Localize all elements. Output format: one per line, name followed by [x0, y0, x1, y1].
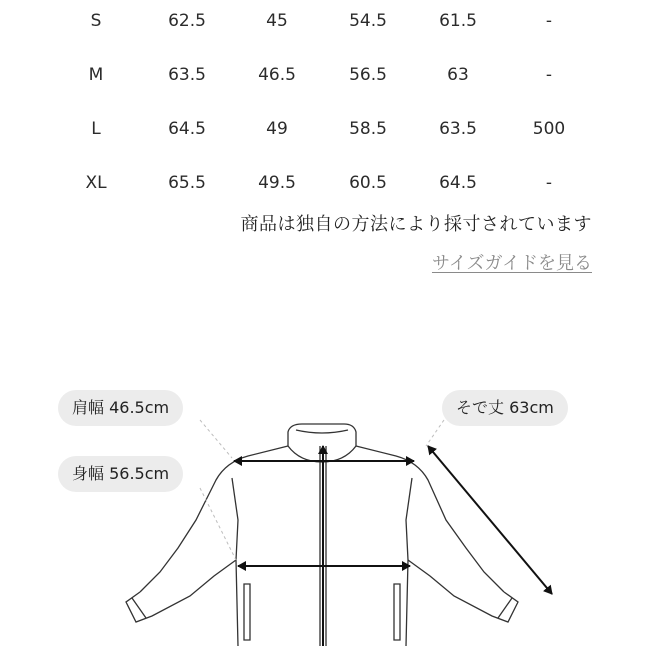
measurement-note: 商品は独自の方法により採寸されています	[240, 214, 592, 235]
table-cell: 49.5	[258, 173, 296, 193]
shoulder-width-label: 肩幅 46.5cm	[58, 390, 183, 426]
size-cell: S	[90, 11, 102, 31]
sleeve-length-label: そで丈 63cm	[442, 390, 568, 426]
table-cell: 63	[447, 65, 469, 85]
table-cell: -	[545, 65, 553, 85]
garment-diagram	[0, 380, 646, 646]
table-cell: 63.5	[168, 65, 206, 85]
table-cell: 61.5	[439, 11, 477, 31]
table-cell: 65.5	[168, 173, 206, 193]
table-cell: 56.5	[349, 65, 387, 85]
table-cell: 62.5	[168, 11, 206, 31]
table-row	[0, 168, 646, 198]
table-cell: 500	[532, 119, 566, 139]
size-cell: L	[91, 119, 101, 139]
table-cell: 49	[266, 119, 288, 139]
table-cell: 64.5	[439, 173, 477, 193]
table-cell: 58.5	[349, 119, 387, 139]
size-cell: M	[88, 65, 104, 85]
table-cell: 45	[266, 11, 288, 31]
body-width-label: 身幅 56.5cm	[58, 456, 183, 492]
table-cell: 54.5	[349, 11, 387, 31]
size-cell: XL	[85, 173, 107, 193]
table-cell: 64.5	[168, 119, 206, 139]
table-row	[0, 6, 646, 36]
table-cell: -	[545, 11, 553, 31]
measurement-arrows	[234, 446, 552, 646]
size-guide-link[interactable]: サイズガイドを見る	[431, 253, 592, 274]
table-cell: 46.5	[258, 65, 296, 85]
table-cell: 63.5	[439, 119, 477, 139]
table-row	[0, 60, 646, 90]
table-cell: -	[545, 173, 553, 193]
table-cell: 60.5	[349, 173, 387, 193]
table-row	[0, 114, 646, 144]
